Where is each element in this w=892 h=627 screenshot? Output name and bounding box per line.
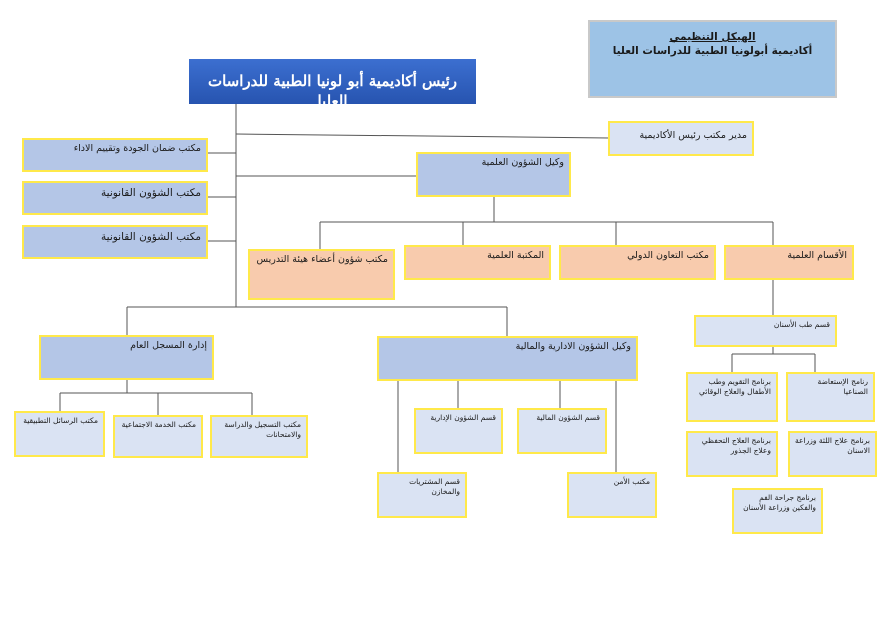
program-endo-node bbox=[686, 431, 778, 477]
security-node bbox=[567, 472, 657, 518]
dentistry-dept-node bbox=[694, 315, 837, 347]
header-subtitle: أكاديمية أبولونيا الطبية للدراسات العليا bbox=[612, 45, 813, 58]
program-perio-label: برنامج علاج اللثة وزراعة الاسنان bbox=[795, 436, 870, 456]
library-node bbox=[404, 245, 551, 280]
header-title: الهيكل التنظيمي bbox=[669, 31, 756, 43]
registrar-node bbox=[39, 335, 214, 380]
registration-label: مكتب التسجيل والدراسة والامتحانات bbox=[224, 420, 301, 440]
legal-office-label-2: مكتب الشؤون القانونية bbox=[101, 231, 201, 243]
legal-office-node-1 bbox=[22, 181, 208, 215]
procurement-label: قسم المشتريات والمخازن bbox=[409, 477, 460, 497]
chart-header bbox=[588, 20, 837, 98]
program-surgery-label: برنامج جراحة الفم والفكين وزراعة الأسنان bbox=[743, 493, 816, 513]
applied-letters-label: مكتب الرسائل التطبيقية bbox=[23, 416, 98, 425]
scientific-vp-label: وكيل الشؤون العلمية bbox=[481, 157, 564, 168]
finance-node bbox=[517, 408, 607, 454]
program-consultant-node bbox=[786, 372, 875, 422]
registrar-label: إدارة المسجل العام bbox=[130, 340, 207, 351]
program-endo-label: برنامج العلاج التحفظي وعلاج الجذور bbox=[701, 436, 771, 456]
intl-cooperation-label: مكتب التعاون الدولي bbox=[627, 250, 709, 261]
procurement-node bbox=[377, 472, 467, 518]
president-label: رئيس أكاديمية أبو لونيا الطبية للدراسات العليا bbox=[207, 72, 458, 111]
faculty-affairs-label: مكتب شؤون أعضاء هيئة التدريس bbox=[256, 254, 388, 265]
admin-vp-node bbox=[377, 336, 638, 381]
scientific-departments-node bbox=[724, 245, 854, 280]
director-node bbox=[608, 121, 754, 156]
security-label: مكتب الأمن bbox=[613, 477, 650, 486]
program-surgery-node bbox=[732, 488, 823, 534]
finance-label: قسم الشؤون المالية bbox=[536, 413, 600, 422]
dentistry-dept-label: قسم طب الأسنان bbox=[773, 320, 830, 329]
program-consultant-label: رنامج الإستعاضة الصناعيا bbox=[817, 377, 868, 397]
social-services-node bbox=[113, 415, 203, 458]
president-node bbox=[189, 59, 476, 111]
scientific-departments-label: الأقسام العلمية bbox=[787, 250, 847, 261]
quality-office-node bbox=[22, 138, 208, 172]
library-label: المكتبة العلمية bbox=[487, 250, 544, 261]
intl-cooperation-node bbox=[559, 245, 716, 280]
quality-office-label: مكتب ضمان الجودة وتقييم الاداء bbox=[73, 143, 201, 154]
program-pediatric-node bbox=[686, 372, 778, 422]
social-services-label: مكتب الخدمة الاجتماعية bbox=[121, 420, 196, 429]
legal-office-node-2 bbox=[22, 225, 208, 259]
registration-node bbox=[210, 415, 308, 458]
program-pediatric-label: برنامج التقويم وطب الأطفال والعلاج الوقائي bbox=[698, 377, 771, 397]
faculty-affairs-node bbox=[248, 249, 395, 300]
program-perio-node bbox=[788, 431, 877, 477]
applied-letters-node bbox=[14, 411, 105, 457]
scientific-vp-node bbox=[416, 152, 571, 197]
legal-office-label-1: مكتب الشؤون القانونية bbox=[101, 187, 201, 199]
director-label: مدير مكتب رئيس الأكاديمية bbox=[639, 130, 747, 141]
admin-affairs-node bbox=[414, 408, 503, 454]
admin-affairs-label: قسم الشؤون الإدارية bbox=[430, 413, 496, 422]
admin-vp-label: وكيل الشؤون الادارية والمالية bbox=[515, 341, 631, 352]
